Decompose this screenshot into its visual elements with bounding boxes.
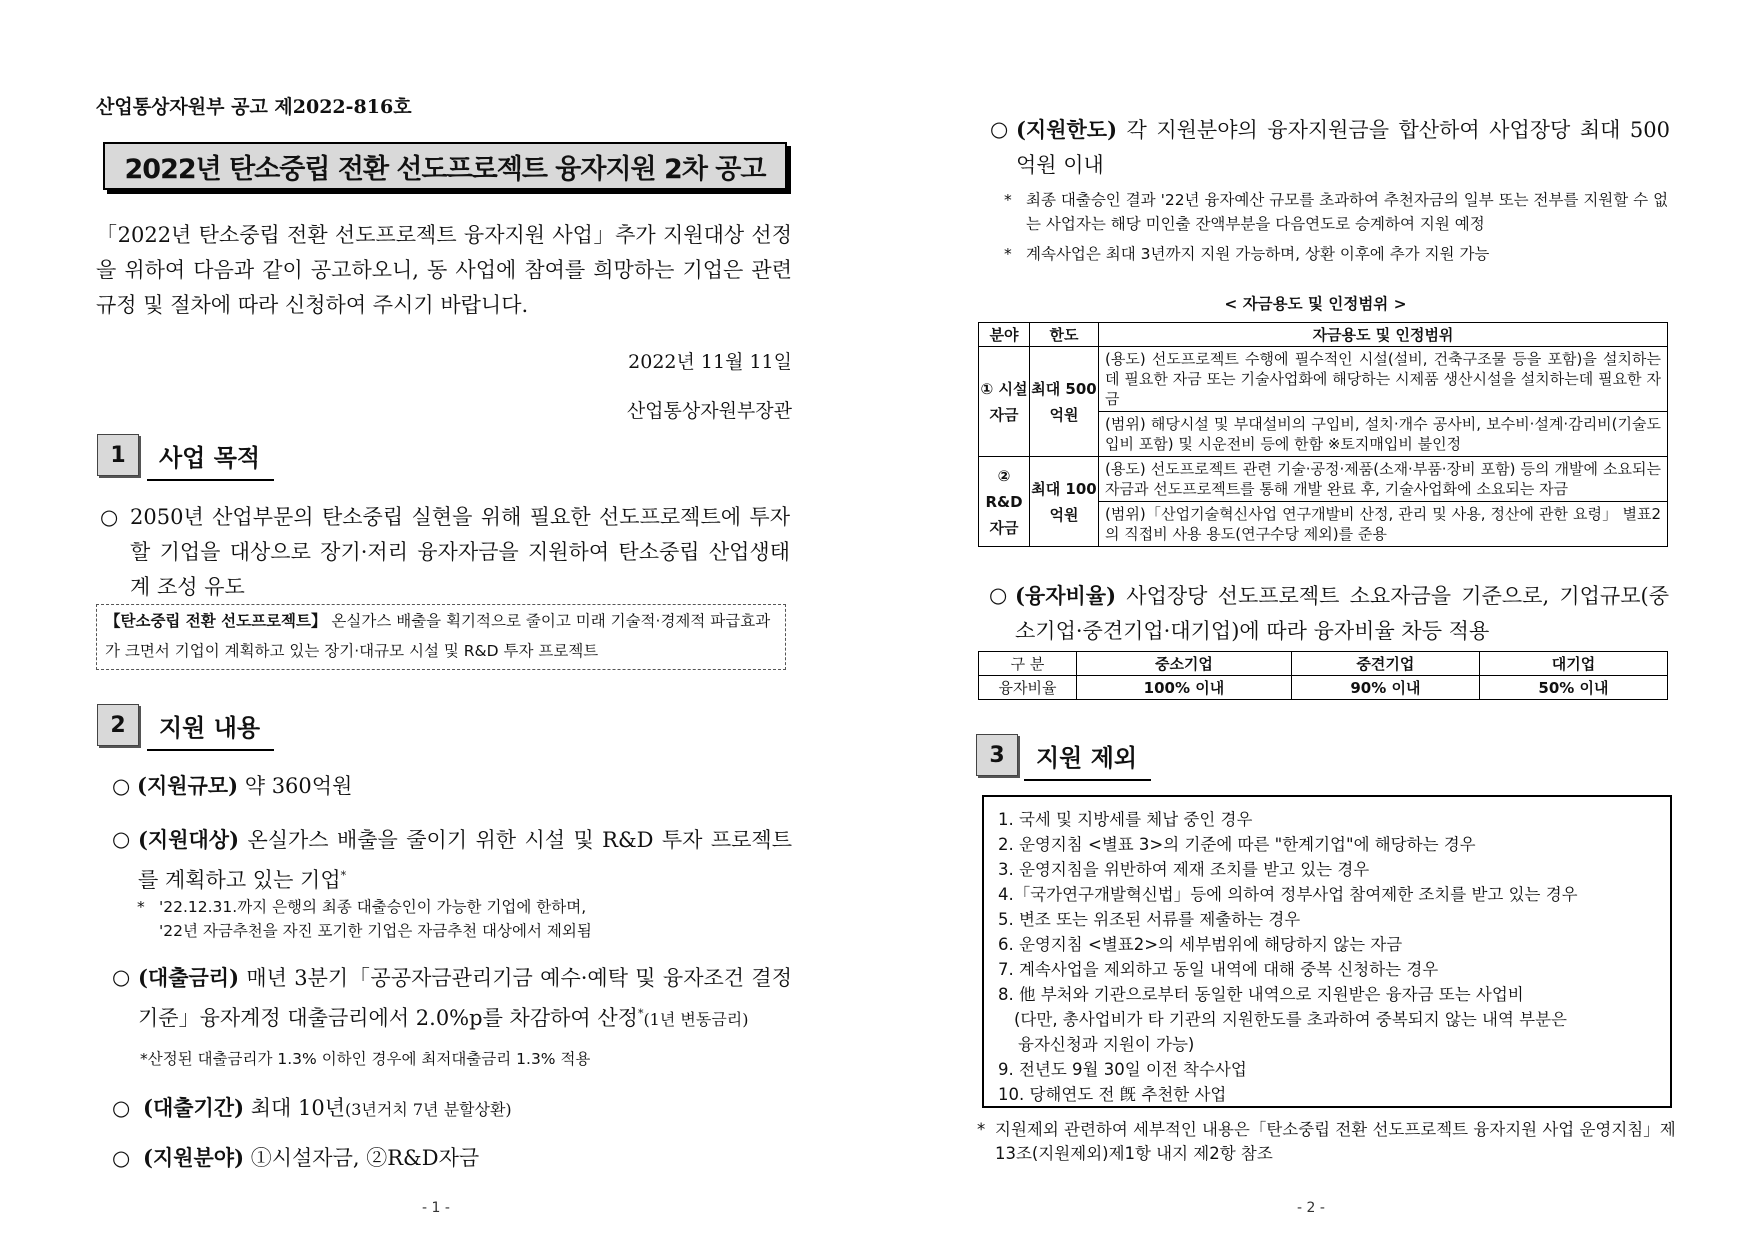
rate-note: *산정된 대출금리가 1.3% 이하인 경우에 최저대출금리 1.3% 적용: [140, 1050, 591, 1068]
ratio-table: 구 분 중소기업 중견기업 대기업 융자비율 100% 이내 90% 이내 50% 이내: [978, 651, 1668, 700]
page-number: - 2 -: [1297, 1200, 1325, 1216]
bullet-icon: ○: [990, 117, 1009, 141]
table-row: (범위)「산업기술혁신사업 연구개발비 산정, 관리 및 사용, 정산에 관한 요령」 별표2의 직접비 사용 용도(연구수당 제외)를 준용: [979, 502, 1668, 547]
list-item: 10. 당해연도 전 旣 추천한 사업: [998, 1085, 1227, 1104]
table-header: 한도: [1030, 323, 1099, 347]
list-item: 8. 他 부처와 기관으로부터 동일한 내역으로 지원받은 융자금 또는 사업비: [998, 985, 1524, 1004]
support-limit: ○ (지원한도) 각 지원분야의 융자지원금을 합산하여 사업장당 최대 500억원 이내: [990, 112, 1670, 183]
table-header: 자금용도 및 인정범위: [1099, 323, 1668, 347]
list-item: 1. 국세 및 지방세를 체납 중인 경우: [998, 810, 1253, 829]
list-item: 융자신청과 지원이 가능): [1018, 1035, 1195, 1054]
section-number: 3: [976, 734, 1018, 776]
page-number: - 1 -: [422, 1200, 450, 1216]
list-item: 4.「국가연구개발혁신법」등에 의하여 정부사업 참여제한 조치를 받고 있는 경우: [998, 885, 1578, 904]
table-row: (범위) 해당시설 및 부대설비의 구입비, 설치·개수 공사비, 보수비·설계·감리비(기술도입비 포함) 및 시운전비 등에 한함 ※토지매입비 불인정: [979, 412, 1668, 457]
table-caption: < 자금용도 및 인정범위 >: [1224, 295, 1407, 313]
table-row: ② R&D 자금 최대 100억원 (용도) 선도프로젝트 관련 기술·공정·제품(소재·부품·장비 포함) 등의 개발에 소요되는 자금과 선도프로젝트를 통해 개발 완료 후, 기술사업화에 소요되는 자금: [979, 457, 1668, 502]
table-row: 융자비율 100% 이내 90% 이내 50% 이내: [979, 676, 1668, 700]
bullet-icon: ○: [100, 505, 119, 529]
loan-term: ○ (대출기간) 최대 10년(3년거치 7년 분할상환): [112, 1095, 512, 1120]
issuer: 산업통상자원부장관: [626, 400, 792, 422]
purpose-bullet: ○ 2050년 산업부문의 탄소중립 실현을 위해 필요한 선도프로젝트에 투자할 기업을 대상으로 장기·저리 융자자금을 지원하여 탄소중립 산업생태계 조성 유도: [100, 500, 790, 605]
list-item: (다만, 총사업비가 타 기관의 지원한도를 초과하여 중복되지 않는 내역 부분은: [1014, 1010, 1567, 1029]
exclusion-list: [982, 795, 1672, 1108]
definition-label: 【탄소중립 전환 선도프로젝트】: [105, 612, 327, 630]
fund-use-table: [978, 322, 1668, 547]
announcement-date: 2022년 11월 11일: [628, 351, 792, 373]
support-target: ○ (지원대상) 온실가스 배출을 줄이기 위한 시설 및 R&D 투자 프로젝트를 계획하고 있는 기업*: [112, 822, 792, 898]
intro-paragraph: 「2022년 탄소중립 전환 선도프로젝트 융자지원 사업」추가 지원대상 선정을 위하여 다음과 같이 공고하오니, 동 사업에 참여를 희망하는 기업은 관련 규정 및 절차에 따라 신청하여 주시기 바랍니다.: [96, 223, 792, 317]
section-number: 2: [97, 704, 139, 746]
list-item: 2. 운영지침 <별표 3>의 기준에 따른 "한계기업"에 해당하는 경우: [998, 835, 1476, 854]
target-note: * '22.12.31.까지 은행의 최종 대출승인이 가능한 기업에 한하며, '22년 자금추천을 자진 포기한 기업은 자금추천 대상에서 제외됨: [137, 898, 592, 940]
bullet-icon: ○: [112, 827, 131, 851]
section-title: 지원 내용: [147, 708, 274, 751]
table-header: 분야: [979, 323, 1030, 347]
loan-rate: ○ (대출금리) 매년 3분기「공공자금관리기금 예수·예탁 및 융자조건 결정기준」융자계정 대출금리에서 2.0%p를 차감하여 산정*(1년 변동금리): [112, 960, 792, 1037]
list-item: 6. 운영지침 <별표2>의 세부범위에 해당하지 않는 자금: [998, 935, 1403, 954]
list-item: 7. 계속사업을 제외하고 동일 내역에 대해 중복 신청하는 경우: [998, 960, 1439, 979]
bullet-icon: ○: [112, 774, 131, 798]
list-item: 9. 전년도 9월 30일 이전 착수사업: [998, 1060, 1247, 1079]
section-title: 지원 제외: [1024, 738, 1151, 781]
support-scale: ○ (지원규모) 약 360억원: [112, 773, 353, 798]
support-field: ○ (지원분야) ①시설자금, ②R&D자금: [112, 1145, 480, 1170]
announcement-number: 산업통상자원부 공고 제2022-816호: [96, 96, 412, 118]
definition-box: [96, 604, 786, 670]
bullet-icon: ○: [989, 583, 1008, 607]
exclusion-note: * 지원제외 관련하여 세부적인 내용은「탄소중립 전환 선도프로젝트 융자지원 사업 운영지침」제13조(지원제외)제1항 내지 제2항 참조: [977, 1120, 1676, 1163]
loan-ratio: ○ (융자비율) 사업장당 선도프로젝트 소요자금을 기준으로, 기업규모(중소기업·중견기업·대기업)에 따라 융자비율 차등 적용: [989, 578, 1669, 649]
section-title: 사업 목적: [147, 438, 274, 481]
bullet-icon: ○: [112, 1146, 131, 1170]
section-number: 1: [97, 434, 139, 476]
limit-notes: * 최종 대출승인 결과 '22년 융자예산 규모를 초과하여 추천자금의 일부 또는 전부를 지원할 수 없는 사업자는 해당 미인출 잔액부분을 다음연도로 승계하여 지원 예정 * 계속사업은 최대 3년까지 지원 가능하며, 상환 이후에 추가 지원 가능: [1004, 191, 1669, 263]
document-title: 2022년 탄소중립 전환 선도프로젝트 융자지원 2차 공고: [103, 142, 787, 190]
list-item: 3. 운영지침을 위반하여 제재 조치를 받고 있는 경우: [998, 860, 1370, 879]
bullet-icon: ○: [112, 965, 131, 989]
list-item: 5. 변조 또는 위조된 서류를 제출하는 경우: [998, 910, 1301, 929]
table-row: ① 시설 자금 최대 500억원 (용도) 선도프로젝트 수행에 필수적인 시설(설비, 건축구조물 등을 포함)을 설치하는데 필요한 자금 또는 기술사업화에 해당하는 시제품 생산시설을 설치하는데 필요한 자금: [979, 347, 1668, 412]
bullet-icon: ○: [112, 1096, 131, 1120]
definition-text: 온실가스 배출을 획기적으로 줄이고 미래 기술적·경제적 파급효과가 크면서 기업이 계획하고 있는 장기·대규모 시설 및 R&D 투자 프로젝트: [105, 612, 771, 660]
